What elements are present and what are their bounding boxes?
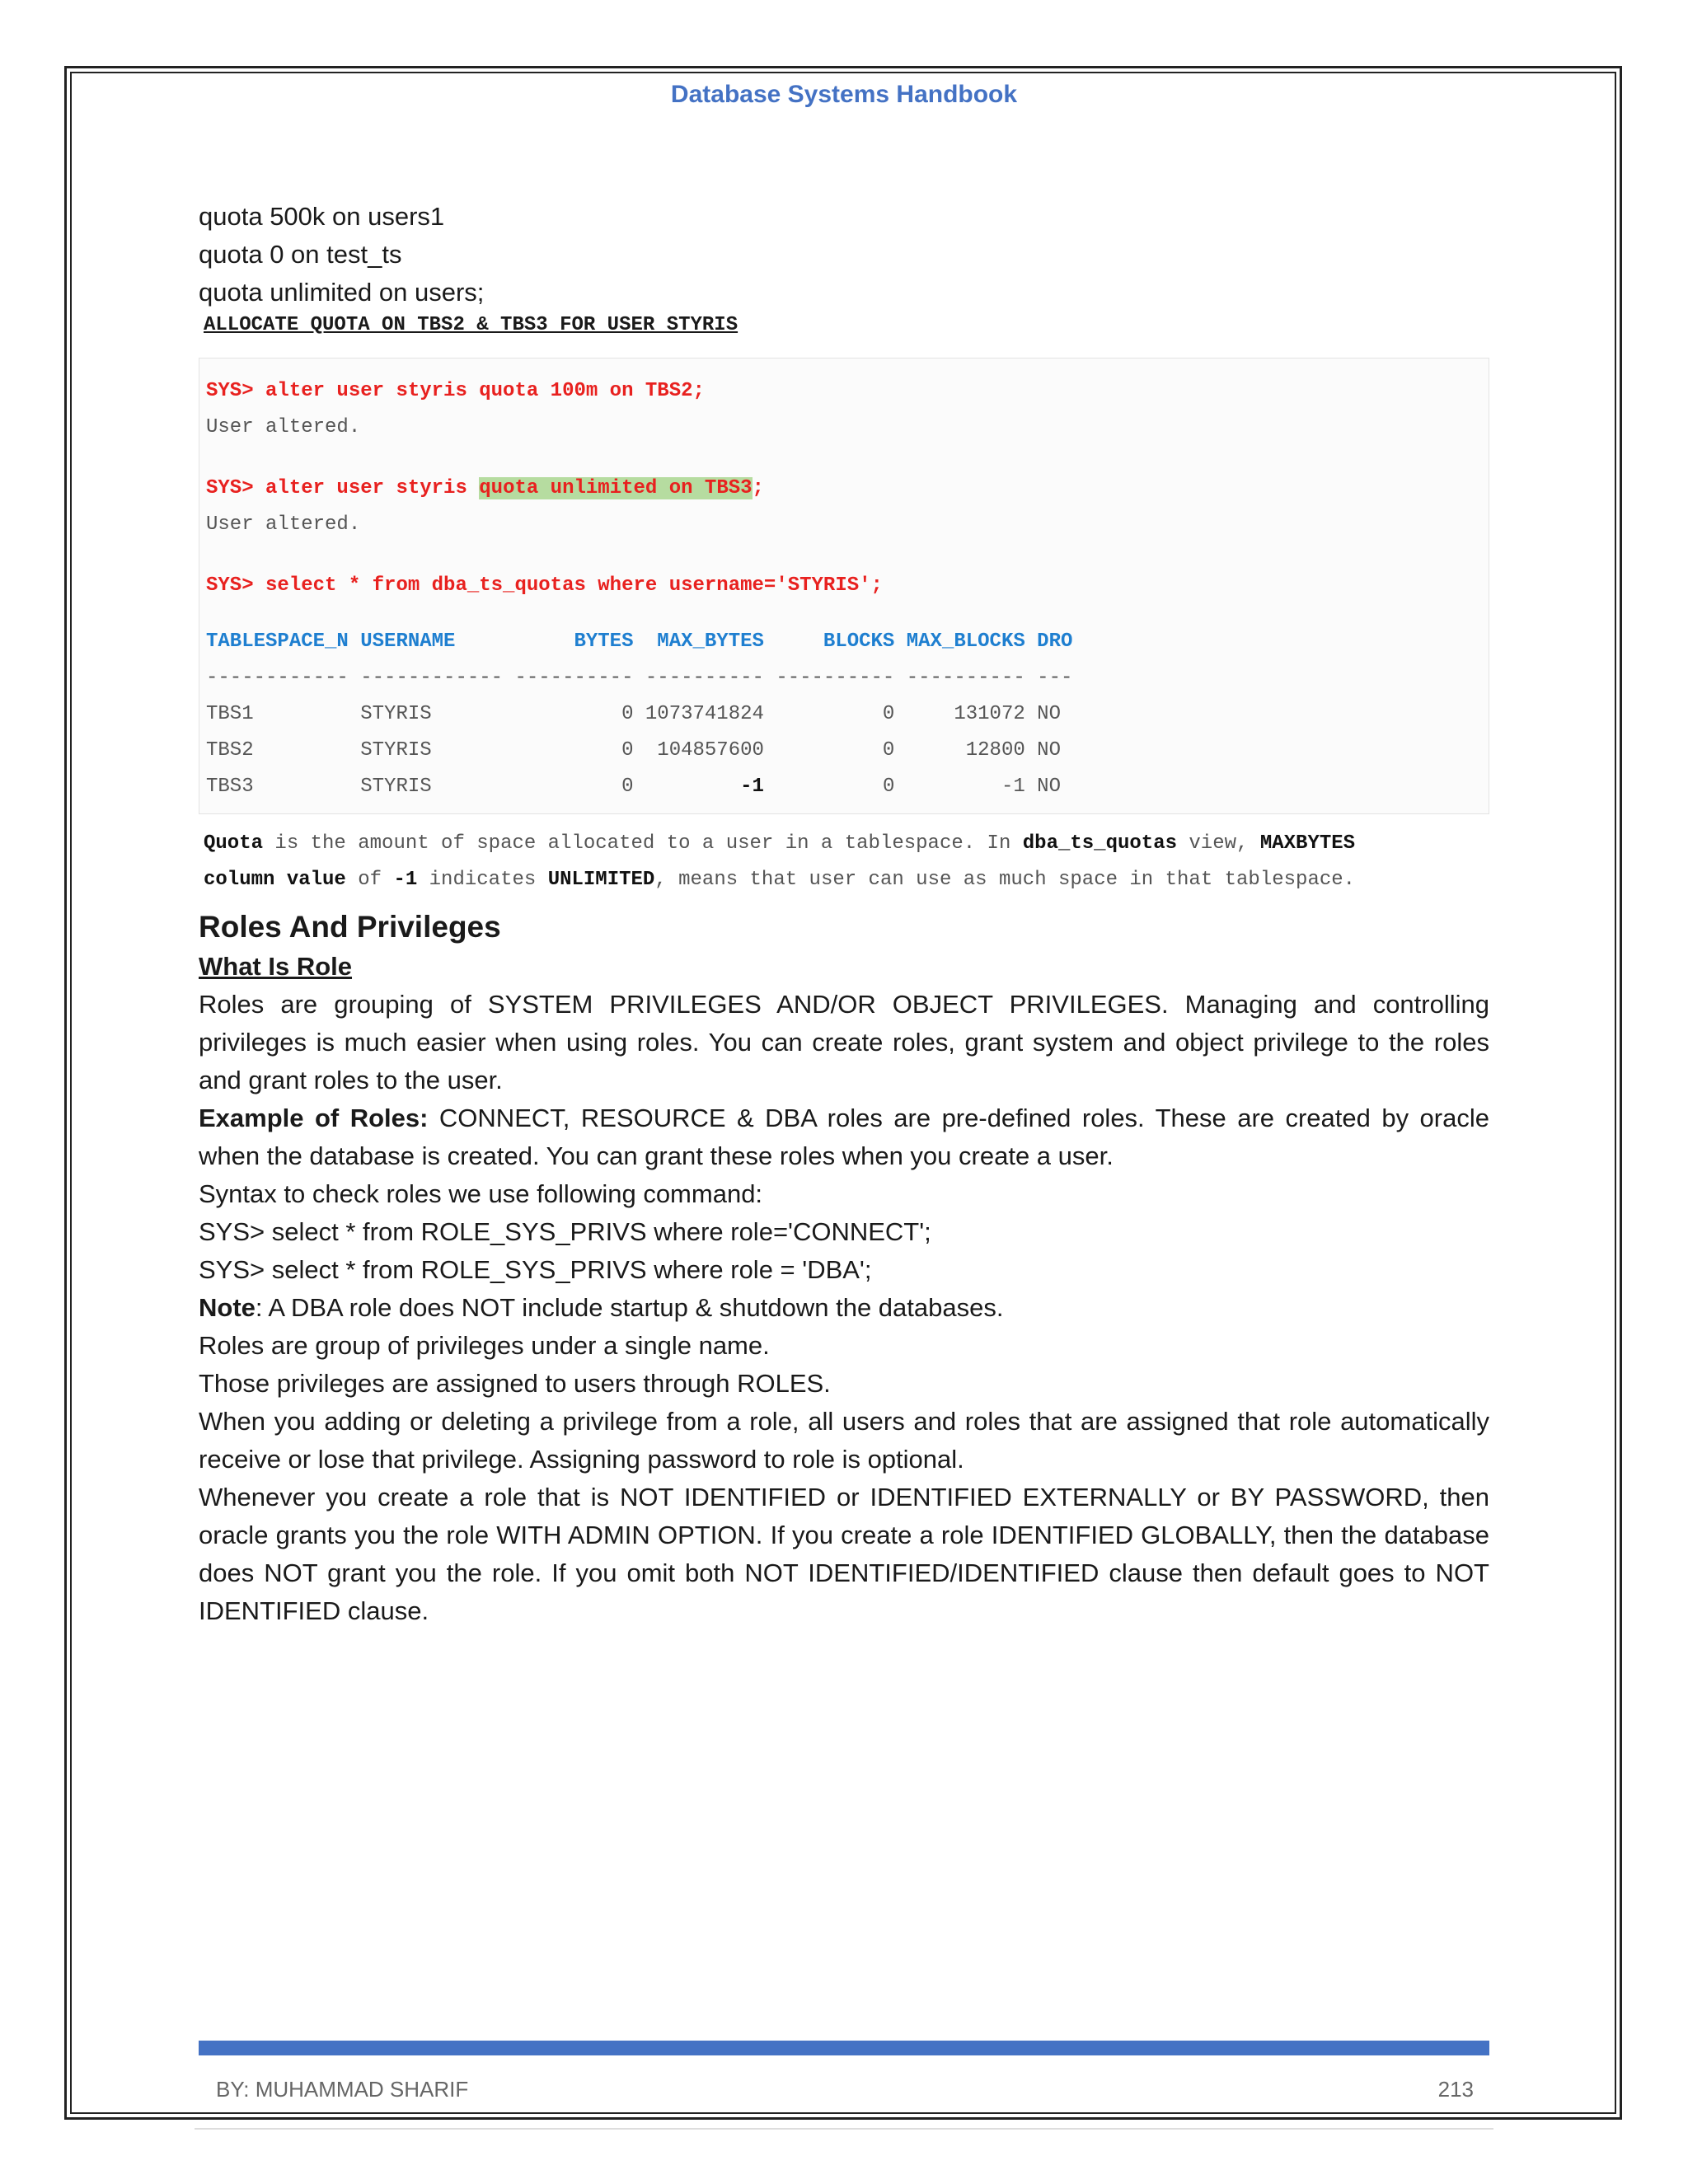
intro-line-2: quota 0 on test_ts xyxy=(199,240,402,269)
code-command-2-suffix: ; xyxy=(752,477,764,499)
note-term-column-value: column value xyxy=(204,869,346,891)
result-table-rule: ------------ ------------ ---------- ---------- ---------- ---------- --- xyxy=(206,667,1073,689)
table-row: TBS1 STYRIS 0 1073741824 0 131072 NO xyxy=(206,703,1061,725)
paragraph-identified: Whenever you create a role that is NOT IDENTIFIED or IDENTIFIED EXTERNALLY or BY PASSWORD, then oracle grants you the role WITH ADMIN OPTION. If you create a role IDENTIFIED GLOBALLY, then the database does NOT grant you the role. If you omit both NOT IDENTIFIED/IDENTIFIED clause then default goes to NOT IDENTIFIED clause. xyxy=(199,1483,1489,1625)
section-title: Roles And Privileges xyxy=(199,910,501,944)
example-text: CONNECT, RESOURCE & DBA roles are pre-defined roles. These are created by oracle when the database is created. You can grant these roles when you create a user. xyxy=(199,1104,1489,1170)
code-response-2: User altered. xyxy=(206,513,361,536)
note-text: is the amount of space allocated to a user in a tablespace. In xyxy=(263,832,1023,855)
note-text: indicates xyxy=(417,869,548,891)
example-label: Example of Roles: xyxy=(199,1104,429,1132)
code-command-1: SYS> alter user styris quota 100m on TBS2; xyxy=(206,380,705,402)
paragraph-group: Roles are group of privileges under a single name. xyxy=(199,1331,770,1360)
code-command-2 xyxy=(206,471,1482,507)
footer-bar xyxy=(199,2041,1489,2055)
table-row-3-pre: TBS3 STYRIS 0 xyxy=(206,776,741,798)
section-subtitle: What Is Role xyxy=(199,952,353,981)
note-label: Note xyxy=(199,1293,256,1322)
code-command-2-prefix: SYS> alter user styris xyxy=(206,477,480,499)
page-content xyxy=(199,198,1489,1630)
note-text: : A DBA role does NOT include startup & shutdown the databases. xyxy=(255,1293,1004,1322)
intro-line-1: quota 500k on users1 xyxy=(199,202,445,231)
code-command-3: SYS> select * from dba_ts_quotas where username='STYRIS'; xyxy=(206,574,883,597)
table-row: TBS2 STYRIS 0 104857600 0 12800 NO xyxy=(206,739,1061,762)
paragraph-adding-deleting: When you adding or deleting a privilege from a role, all users and roles that are assigned that role automatically receive or lose that privilege. Assigning password to role is optional. xyxy=(199,1407,1489,1474)
footer-author: BY: MUHAMMAD SHARIF xyxy=(216,2077,469,2102)
code-subheading: ALLOCATE QUOTA ON TBS2 & TBS3 FOR USER STYRIS xyxy=(204,314,738,336)
note-text: , means that user can use as much space in that tablespace. xyxy=(654,869,1356,891)
table-row-3-post: 0 -1 NO xyxy=(763,776,1061,798)
bottom-rule xyxy=(195,2128,1493,2130)
paragraph-command-connect: SYS> select * from ROLE_SYS_PRIVS where role='CONNECT'; xyxy=(199,1217,931,1246)
paragraph-roles-example xyxy=(199,1099,1489,1175)
table-row xyxy=(206,769,1482,805)
intro-line-3: quota unlimited on users; xyxy=(199,278,485,307)
paragraph-syntax: Syntax to check roles we use following command: xyxy=(199,1179,763,1208)
note-term-unlimited: UNLIMITED xyxy=(547,869,655,891)
note-term-quota: Quota xyxy=(204,832,264,855)
table-row-3-bold: -1 xyxy=(740,776,764,798)
quota-note xyxy=(204,826,1489,898)
code-highlight: quota unlimited on TBS3 xyxy=(479,477,753,499)
note-text: view, xyxy=(1177,832,1260,855)
paragraph-assigned: Those privileges are assigned to users through ROLES. xyxy=(199,1369,831,1398)
code-block xyxy=(199,358,1489,814)
result-table-header: TABLESPACE_N USERNAME BYTES MAX_BYTES BLOCKS MAX_BLOCKS DRO xyxy=(206,630,1073,653)
note-term-maxbytes: MAXBYTES xyxy=(1259,832,1356,855)
code-response-1: User altered. xyxy=(206,416,361,438)
note-term-minus-one: -1 xyxy=(393,869,418,891)
page-header-title: Database Systems Handbook xyxy=(670,81,1018,108)
note-term-view: dba_ts_quotas xyxy=(1022,832,1177,855)
page-number: 213 xyxy=(1437,2077,1474,2102)
paragraph-roles-definition: Roles are grouping of SYSTEM PRIVILEGES AND/OR OBJECT PRIVILEGES. Managing and controlling privileges is much easier when using roles. You can create roles, grant system and object privilege to the roles and grant roles to the user. xyxy=(199,990,1489,1094)
paragraph-command-dba: SYS> select * from ROLE_SYS_PRIVS where role = 'DBA'; xyxy=(199,1255,872,1284)
note-text: of xyxy=(345,869,394,891)
paragraph-note xyxy=(199,1289,1489,1327)
